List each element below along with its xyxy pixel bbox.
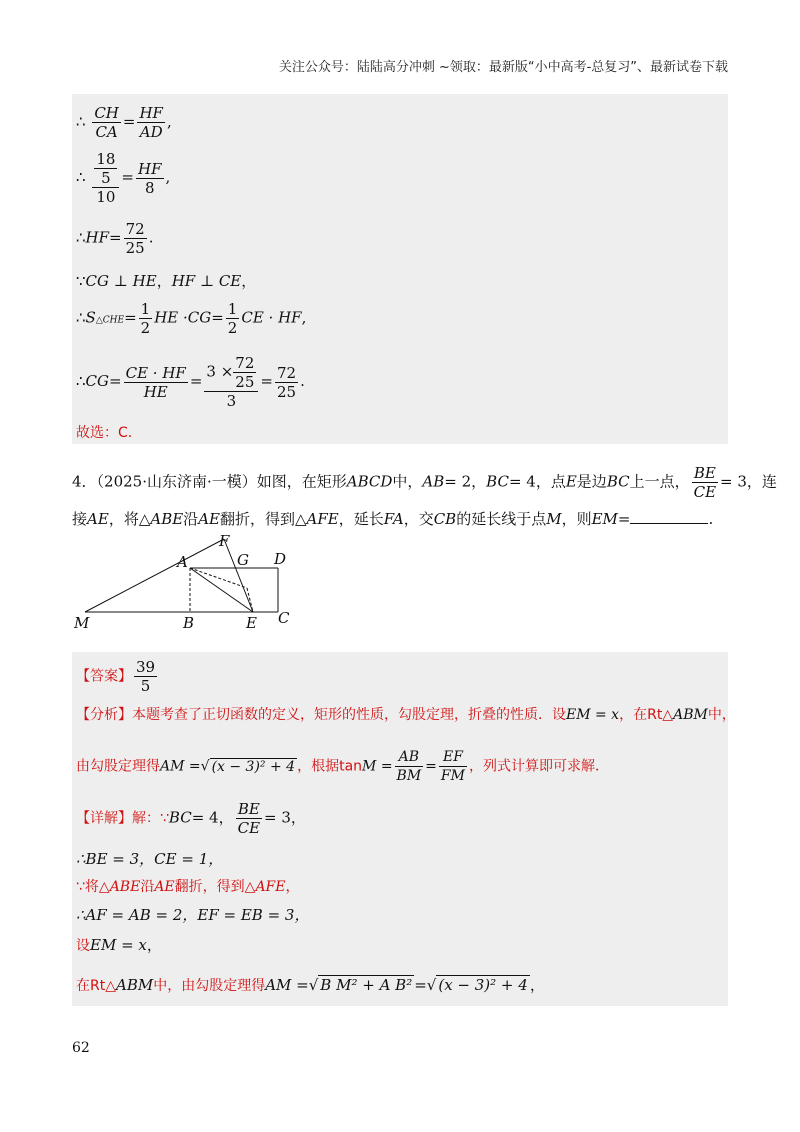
label-f: F [219, 532, 230, 550]
step-cg-value: ∴CG= $\frac{CE \cdot HF}{HE}$ = 3 × $\frac{72}{25}$ 3 = $\frac{72}{25}$ . [76, 354, 305, 410]
step-area: ∴S△CHE= $\frac{1}{2}$ HE ·CG= $\frac{1}{2}$ CE · HF, [76, 300, 307, 337]
page-number: 62 [72, 1040, 90, 1056]
detail-step-4: 设EM = x， [76, 936, 162, 954]
analysis-line-2: 由勾股定理得AM =√ (x − 3)² + 4 ，根据tanM = $\frac{AB}{BM}$ = $\frac{EF}{FM}$ ，列式计算即可求解． [76, 749, 609, 784]
step-substitute: ∴ $\frac{\frac{18}{5}}{10}$ = $\frac{HF}{8}$ , [76, 150, 171, 206]
segment-ag-dashed [190, 568, 247, 588]
step-ratio: ∴ $\frac{CH}{CA}$ = $\frac{HF}{AD}$ , [76, 104, 172, 141]
label-b: B [183, 614, 195, 632]
step-hf-value: ∴HF= $\frac{72}{25}$ . [76, 220, 154, 257]
answer-blank[interactable] [630, 523, 708, 524]
label-c: C [278, 609, 290, 627]
question-line-2: 接AE，将△ABE沿AE翻折，得到△AFE，延长FA，交CB的延长线于点M，则EM= . [72, 510, 714, 528]
geometry-figure [60, 530, 320, 640]
analysis-line-1: 【分析】本题考查了正切函数的定义，矩形的性质，勾股定理，折叠的性质．设EM = x，在Rt△ABM中， [76, 707, 736, 723]
label-a: A [177, 553, 188, 571]
label-e: E [246, 614, 257, 632]
step-perpendicular: ∵CG ⊥ HE，HF ⊥ CE， [76, 272, 257, 290]
question-line-1: 4．（2025·山东济南·一模）如图，在矩形ABCD中，AB= 2，BC= 4，点E是边BC上一点， $\frac{BE}{CE}$ = 3，连 [72, 464, 777, 501]
label-g: G [237, 551, 249, 569]
solution-panel-bottom [72, 652, 736, 1006]
page-header: 关注公众号：陆陆高分冲刺 ~领取：最新版“小中高考-总复习”、最新试卷下载 [278, 60, 728, 75]
detail-step-3: ∴AF = AB = 2，EF = EB = 3， [76, 906, 310, 924]
choice-answer: 故选：C. [76, 425, 133, 441]
label-d: D [274, 550, 287, 568]
detail-step-5: 在Rt△ABM中，由勾股定理得AM =√ B M² + A B² =√ (x − 3)² + 4 ， [76, 976, 545, 994]
segment-mf [85, 539, 224, 612]
solution-panel-top [72, 94, 728, 444]
detail-step-2: ∵将△ABE沿AE翻折，得到△AFE， [76, 879, 300, 895]
segment-ae [190, 568, 253, 612]
detail-line-1: 【详解】解：∵BC= 4， $\frac{BE}{CE}$ = 3， [76, 800, 306, 837]
answer-row: 【答案】 $\frac{39}{5}$ [76, 658, 156, 695]
label-m: M [74, 614, 90, 632]
detail-step-1: ∴BE = 3，CE = 1， [76, 850, 224, 868]
